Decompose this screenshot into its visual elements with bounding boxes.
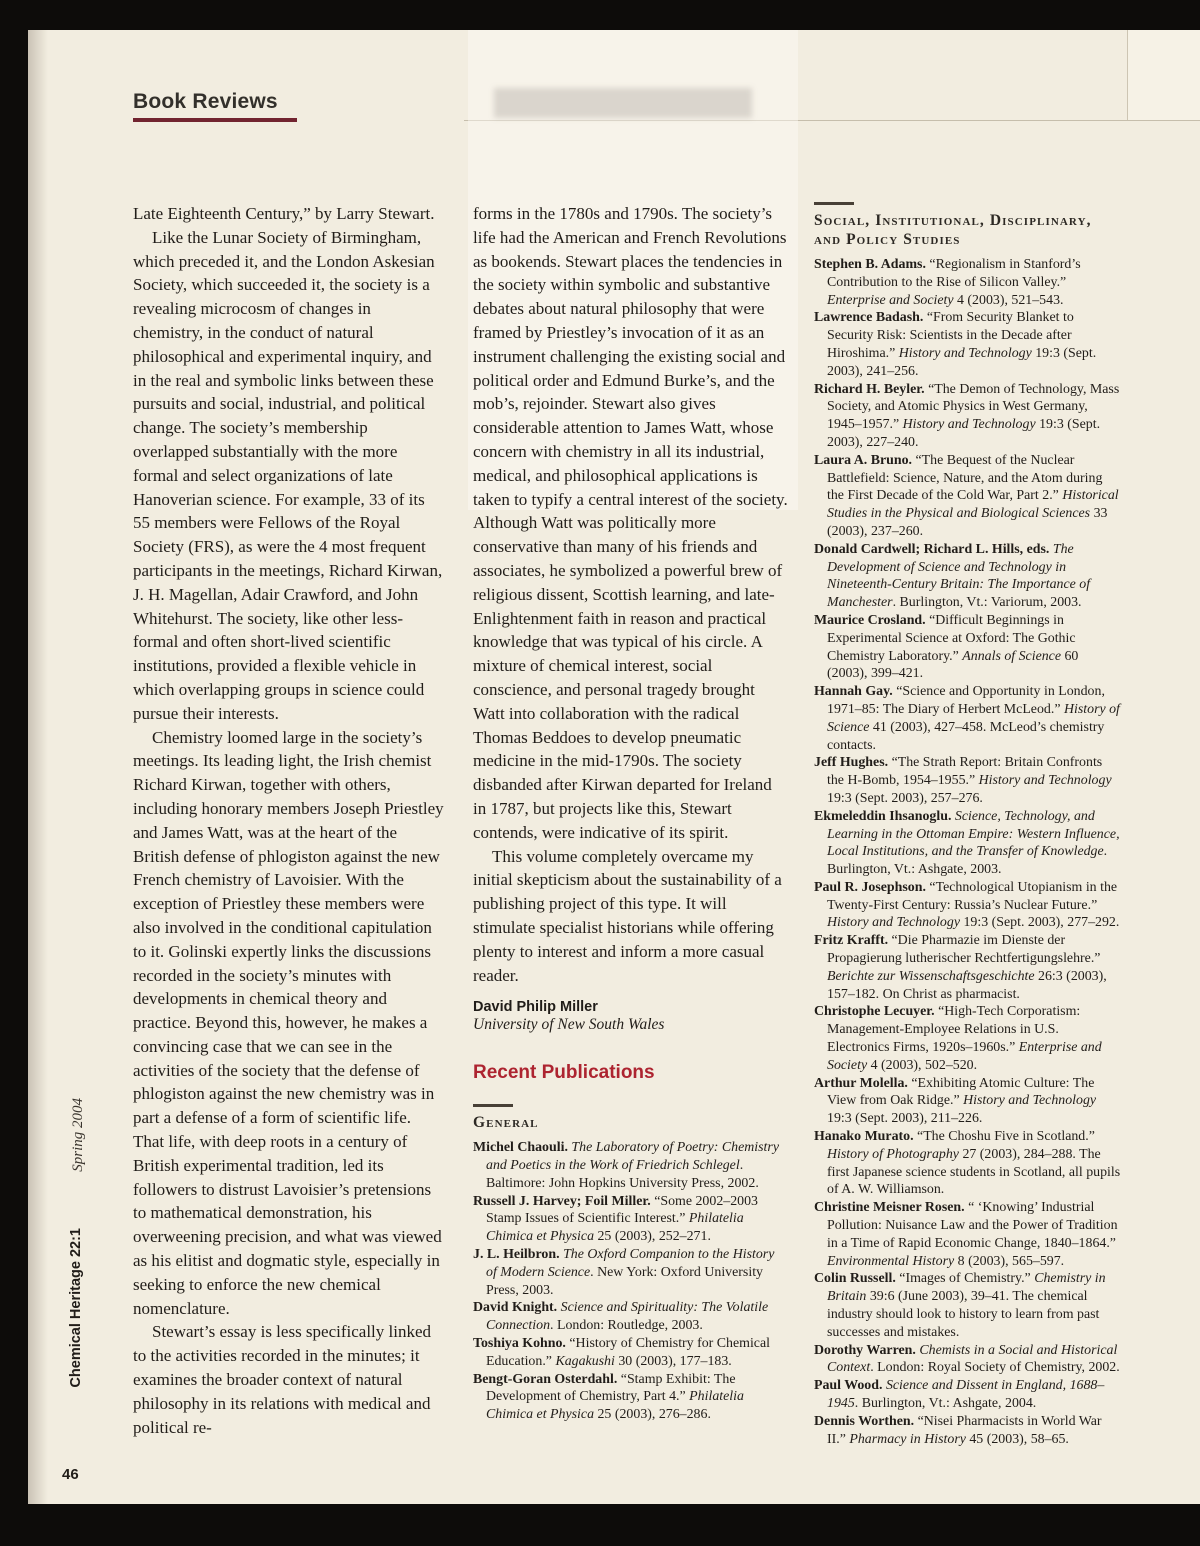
magazine-page <box>28 30 1200 1504</box>
reviewer-affiliation: University of New South Wales <box>473 1016 665 1034</box>
publication-entry: Maurice Crosland. “Difficult Beginnings in Experimental Science at Oxford: The Gothic Chemistry Laboratory.” Annals of Science 60 (2003), 399–421. <box>814 612 1079 682</box>
publication-entry: Laura A. Bruno. “The Bequest of the Nuclear Battlefield: Science, Nature, and the Atom during the First Decade of the Cold War, Part 2.” Historical Studies in the Physical and Biological Sciences 33 (2003), 237–260. <box>814 452 1119 539</box>
review-paragraph: Late Eighteenth Century,” by Larry Stewart. <box>133 204 435 223</box>
page-edge-artifact <box>1127 30 1200 121</box>
publication-entry: Paul Wood. Science and Dissent in England, 1688–1945. Burlington, Vt.: Ashgate, 2004. <box>814 1378 1105 1411</box>
social-entries <box>814 256 1121 1448</box>
publication-entry: Fritz Krafft. “Die Pharmazie im Dienste der Propagierung lutherischer Rechtfertigungslehre.” Berichte zur Wissenschaftsgeschichte 26:3 (2003), 157–182. On Christ as pharmacist. <box>814 933 1107 1002</box>
masthead-rule <box>133 118 297 122</box>
spine-journal-label: Chemical Heritage 22:1 <box>68 1228 84 1388</box>
section-social <box>814 202 1121 1448</box>
column-3 <box>814 202 1121 1498</box>
page-number: 46 <box>62 1466 79 1483</box>
publication-entry: Michel Chaouli. The Laboratory of Poetry: Chemistry and Poetics in the Work of Friedrich Schlegel. Baltimore: John Hopkins University Press, 2002. <box>473 1140 779 1191</box>
masthead <box>133 90 297 122</box>
text-columns <box>133 202 1125 1498</box>
publication-entry: Bengt-Goran Osterdahl. “Stamp Exhibit: The Development of Chemistry, Part 4.” Philatelia Chimica et Physica 25 (2003), 276–286. <box>473 1371 744 1423</box>
publication-entry: Christine Meisner Rosen. “ ‘Knowing’ Industrial Pollution: Nuisance Law and the Power of Tradition in a Time of Rapid Economic Change, 1840–1864.” Environmental History 8 (2003), 565–597. <box>814 1200 1118 1269</box>
review-col1-paragraphs <box>133 202 445 1439</box>
publication-entry: Stephen B. Adams. “Regionalism in Stanford’s Contribution to the Rise of Silicon Valley.” Enterprise and Society 4 (2003), 521–543. <box>814 257 1081 308</box>
column-2 <box>473 202 788 1498</box>
publication-entry: Hannah Gay. “Science and Opportunity in London, 1971–85: The Diary of Herbert McLeod.” History of Science 41 (2003), 427–458. McLeod’s chemistry contacts. <box>814 684 1120 753</box>
review-paragraph: Like the Lunar Society of Birmingham, which preceded it, and the London Askesian Society, which succeeded it, the society is a revealing microcosm of changes in chemistry, in the conduct of natural philosophical and experimental inquiry, and in the real and symbolic links between these pursuits and social, industrial, and political change. The society’s membership overlapped substantially with the more formal and select organizations of late Hanoverian science. For example, 33 of its 55 members were Fellows of the Royal Society (FRS), as were the 4 most frequent participants in the meetings, Richard Kirwan, J. H. Magellan, Adair Crawford, and John Whitehurst. The society, like other less-formal and often short-lived scientific institutions, provided a flexible vehicle in which overlapping groups in science could pursue their interests. <box>133 227 443 723</box>
publication-entry: Dorothy Warren. Chemists in a Social and Historical Context. London: Royal Society of Chemistry, 2002. <box>814 1342 1120 1376</box>
publication-entry: Arthur Molella. “Exhibiting Atomic Culture: The View from Oak Ridge.” History and Technology 19:3 (Sept. 2003), 211–226. <box>814 1075 1097 1127</box>
review-paragraph: forms in the 1780s and 1790s. The society’s life had the American and French Revolutions as bookends. Stewart places the tendencies in the society within symbolic and substantive debates about natural philosophy that were framed by Priestley’s invocation of it as an instrument challenging the existing social and political order and Edmund Burke’s, and the mob’s, rejoinder. Stewart also gives considerable attention to James Watt, whose concern with chemistry in all its industrial, medical, and philosophical applications is taken to typify a central interest of the society. Although Watt was politically more conservative than many of his friends and associates, he symbolized a powerful brew of religious dissent, Scottish learning, and late-Enlightenment faith in reason and practical knowledge that was typical of his circle. A mixture of chemical interest, social conscience, and personal tragedy brought Watt into collaboration with the radical Thomas Beddoes to develop pneumatic medicine in the mid-1790s. The society disbanded after Kirwan departed for Ireland in 1787, but projects like this, Stewart contends, were indicative of its spirit. <box>473 204 788 842</box>
publication-entry: Dennis Worthen. “Nisei Pharmacists in World War II.” Pharmacy in History 45 (2003), 58–65. <box>814 1413 1102 1447</box>
section-heading-social: Social, Institutional, Disciplinary, and Policy Studies <box>814 212 1092 248</box>
publication-entry: David Knight. Science and Spirituality: The Volatile Connection. London: Routledge, 2003. <box>473 1300 769 1334</box>
publication-entry: Richard H. Beyler. “The Demon of Technology, Mass Society, and Atomic Physics in West Germany, 1945–1957.” History and Technology 19:3 (Sept. 2003), 227–240. <box>814 381 1120 450</box>
page-title: Book Reviews <box>133 90 278 113</box>
publication-entry: Lawrence Badash. “From Security Blanket to Security Risk: Scientists in the Decade after Hiroshima.” History and Technology 19:3 (Sept. 2003), 241–256. <box>814 310 1097 379</box>
showthrough-artifact <box>494 88 752 118</box>
publication-entry: Paul R. Josephson. “Technological Utopianism in the Twenty-First Century: Russia’s Nuclear Future.” History and Technology 19:3 (Sept. 2003), 277–292. <box>814 879 1120 931</box>
review-paragraph: Chemistry loomed large in the society’s meetings. Its leading light, the Irish chemist Richard Kirwan, together with others, including honorary members Joseph Priestley and James Watt, was at the heart of the British defense of phlogiston against the new French chemistry of Lavoisier. With the exception of Priestley these members were also involved in the conditional capitulation to it. Golinski expertly links the discussions recorded in the society’s minutes with developments in chemical theory and practice. Beyond this, however, he makes a convincing case that we can see in the activities of the society that the defense of phlogiston against the new chemistry was in part a defense of a form of scientific life. That life, with deep roots in a century of British experimental tradition, led its followers to distrust Lavoisier’s pretensions to mathematical demonstration, his overweening precision, and what was viewed as his elitist and dogmatic style, especially in seeking to enforce the new chemical nomenclature. <box>133 727 444 1318</box>
review-paragraph: This volume completely overcame my initial skepticism about the sustainability of a publishing project of this type. It will stimulate specialist historians while offering plenty to interest and inform a more casual reader. <box>473 846 782 985</box>
byline <box>473 999 788 1034</box>
general-entries <box>473 1139 788 1424</box>
reviewer-name: David Philip Miller <box>473 999 598 1016</box>
publication-entry: Hanako Murato. “The Choshu Five in Scotland.” History of Photography 27 (2003), 284–288. The first Japanese science students in Scotland, all pupils of A. W. Williamson. <box>814 1129 1121 1198</box>
section-rule <box>473 1104 513 1107</box>
spine-season-label: Spring 2004 <box>70 1098 86 1172</box>
section-rule <box>814 202 854 205</box>
publication-entry: Toshiya Kohno. “History of Chemistry for Chemical Education.” Kagakushi 30 (2003), 177–183. <box>473 1336 770 1369</box>
publication-entry: Christophe Lecuyer. “High-Tech Corporatism: Management-Employee Relations in U.S. Electronics Firms, 1920s–1960s.” Enterprise and Society 4 (2003), 502–520. <box>814 1004 1102 1073</box>
publication-entry: J. L. Heilbron. The Oxford Companion to the History of Modern Science. New York: Oxford University Press, 2003. <box>473 1247 775 1298</box>
section-general <box>473 1104 788 1424</box>
publication-entry: Jeff Hughes. “The Strath Report: Britain Confronts the H-Bomb, 1954–1955.” History and Technology 19:3 (Sept. 2003), 257–276. <box>814 755 1112 806</box>
column-1 <box>133 202 445 1498</box>
publication-entry: Colin Russell. “Images of Chemistry.” Chemistry in Britain 39:6 (June 2003), 39–41. The chemical industry should look to history to learn from past successes and mistakes. <box>814 1271 1106 1340</box>
publication-entry: Russell J. Harvey; Foil Miller. “Some 2002–2003 Stamp Issues of Scientific Interest.” Philatelia Chimica et Physica 25 (2003), 252–271. <box>473 1193 758 1245</box>
publication-entry: Ekmeleddin Ihsanoglu. Science, Technology, and Learning in the Ottoman Empire: Western Influence, Local Institutions, and the Transfer of Knowledge. Burlington, Vt.: Ashgate, 2003. <box>814 808 1120 878</box>
page-edge-line <box>464 120 1200 121</box>
review-col2-paragraphs <box>473 202 788 987</box>
recent-publications-title: Recent Publications <box>473 1062 655 1084</box>
review-paragraph: Stewart’s essay is less specifically linked to the activities recorded in the minutes; it examines the broader context of natural philosophy in its relations with medical and political re- <box>133 1322 432 1437</box>
publication-entry: Donald Cardwell; Richard L. Hills, eds. The Development of Science and Technology in Nineteenth-Century Britain: The Importance of Manchester. Burlington, Vt.: Variorum, 2003. <box>814 541 1091 611</box>
section-heading-general: General <box>473 1114 539 1132</box>
